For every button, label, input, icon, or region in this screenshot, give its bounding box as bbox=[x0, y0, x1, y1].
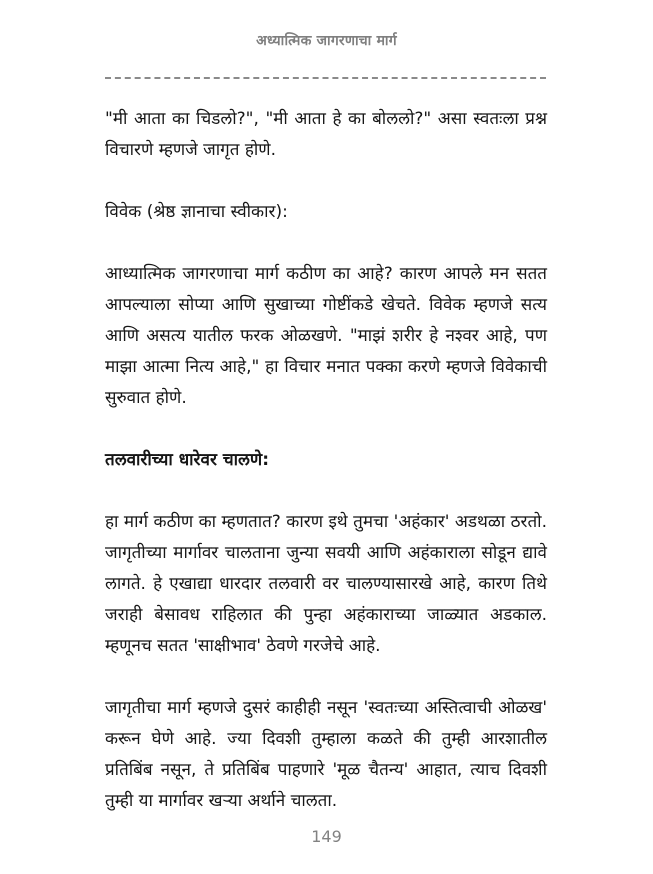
heading-sword-edge: तलवारीच्या धारेवर चालणे: bbox=[105, 450, 270, 470]
paragraph-awakening-question: "मी आता का चिडलो?", "मी आता हे का बोललो?" असा स्वतःला प्रश्न विचारणे म्हणजे जागृत होणे. bbox=[105, 109, 547, 160]
subheading-vivek: विवेक (श्रेष्ठ ज्ञानाचा स्वीकार): bbox=[105, 202, 288, 222]
paragraph-self-identity: जागृतीचा मार्ग म्हणजे दुसरं काहीही नसून 'स्वतःच्या अस्तित्वाची ओळख' करून घेणे आहे. ज्या दिवशी तुम्हाला कळते की तुम्ही आरशातील प्रतिबिंब नसून, ते प्रतिबिंब पाहणारे 'मूळ चैतन्य' आहात, त्याच दिवशी तुम्ही या मार्गावर खऱ्या अर्थाने चालता. bbox=[105, 698, 547, 811]
paragraph-sword-edge: हा मार्ग कठीण का म्हणतात? कारण इथे तुमचा 'अहंकार' अडथळा ठरतो. जागृतीच्या मार्गावर चालताना जुन्या सवयी आणि अहंकाराला सोडून द्यावे लागते. हे एखाद्या धारदार तलवारी वर चालण्यासारखे आहे, कारण तिथे जराही बेसावध राहिलात की पुन्हा अहंकाराच्या जाळ्यात अडकाल. म्हणूनच सतत 'साक्षीभाव' ठेवणे गरजेचे आहे. bbox=[105, 512, 547, 656]
page-header-title: अध्यात्मिक जागरणाचा मार्ग bbox=[256, 33, 397, 49]
page-number: 149 bbox=[311, 827, 342, 846]
page-content bbox=[105, 104, 547, 817]
paragraph-vivek: आध्यात्मिक जागरणाचा मार्ग कठीण का आहे? कारण आपले मन सतत आपल्याला सोप्या आणि सुखाच्या गोष्टींकडे खेचते. विवेक म्हणजे सत्य आणि असत्य यातील फरक ओळखणे. "माझं शरीर हे नश्वर आहे, पण माझा आत्मा नित्य आहे," हा विचार मनात पक्का करणे म्हणजे विवेकाची सुरुवात होणे. bbox=[105, 264, 547, 408]
page-header bbox=[0, 0, 653, 50]
dashed-separator-line bbox=[105, 77, 546, 79]
page-footer bbox=[0, 827, 653, 846]
